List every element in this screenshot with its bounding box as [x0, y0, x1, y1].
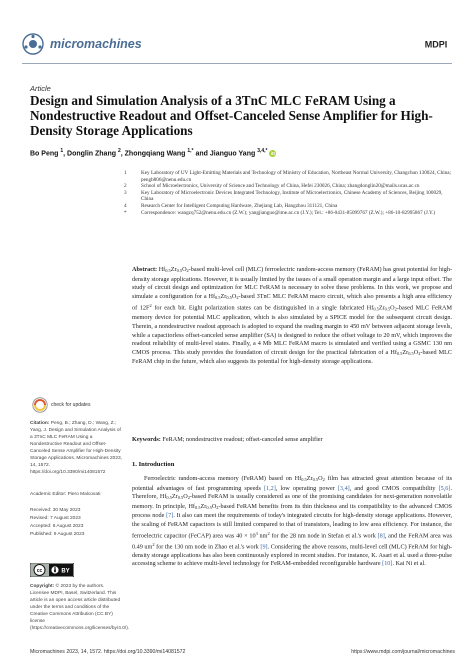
formula-sub: 0.5 [215, 294, 221, 300]
academic-editor [30, 491, 122, 498]
formula-sup: 3 [255, 530, 258, 536]
formula-hf: Hf [159, 493, 167, 501]
intro-text: -based FeRAM benefits from its thin thickness and its compatibility to the advanced CMOS process node [132, 502, 453, 520]
author-name[interactable]: Jianguo Yang [209, 150, 256, 158]
received-label: Received: [30, 508, 52, 513]
introduction-paragraph [132, 475, 452, 569]
intro-text: Ferroelectric random-access memory (FeRAM) based on [144, 475, 292, 482]
citation-link[interactable]: [9] [260, 543, 268, 551]
affiliation-item [124, 190, 454, 203]
formula-o: O [231, 292, 237, 300]
keywords-text: FeRAM; nondestructive readout; offset-canceled sense amplifier [162, 436, 323, 443]
formula-o: O [182, 266, 187, 273]
author-name[interactable]: Bo Peng [30, 150, 59, 158]
formula-sub: 0.5 [373, 306, 379, 312]
affiliation-mark: 4 [124, 202, 127, 209]
accepted-label: Accepted: [30, 524, 52, 529]
orcid-icon[interactable]: iD [270, 150, 276, 156]
formula-sub: 0.5 [194, 504, 201, 510]
formula-sub: 2 [394, 306, 397, 312]
article-type: Article [30, 84, 51, 93]
citation-link[interactable]: [8] [377, 532, 385, 540]
formula-zr: Zr [378, 304, 385, 312]
abstract-text-4: -based MLC FeRAM memory device for potential MLC application, which is also simulated by a SPICE model for the subsequent circuit design. Therein, a nondestructive readout approach is adopted to expand the reading margin to 450 mV between adjacent storage levels, while a capacitorless offset-canceled sense amplifier (SA) is designed to reduce the offset voltage to 20 mV, which improves the readout reliability of multi-level states. Finally, a 4 Mb MLC FeRAM macro is simulated and verified using a GSMC 130 nm CMOS process. This study provides the foundation of circuit design for the practical fabrication of a [132, 304, 453, 356]
formula-sub: 2 [216, 504, 219, 510]
author-list: Bo Peng $^1$, Donglin Zhang $^2$, Zhongqiang Wang $^{1,*}$ and Jianguo Yang $^{3,4,*}$ iD [30, 148, 276, 158]
abstract-text-5: -based MLC FeRAM chip in the future, which also suggests its potential for high-density storage applications. [132, 348, 453, 366]
formula-sup: 2 [267, 530, 270, 536]
intro-text: , low operating power [275, 484, 335, 492]
keywords [132, 436, 452, 443]
journal-logo-icon [22, 33, 44, 55]
citation-link[interactable]: [7] [166, 512, 174, 520]
intro-text: for the 28 nm node in Stefan et al.'s work [269, 532, 376, 540]
formula-sub: 0.5 [384, 306, 391, 312]
formula-o: O [183, 493, 188, 501]
affiliation-text: Key Laboratory of UV Light-Emitting Materials and Technology of Ministry of Education, Northeast Normal University, Changchun 130024, China; pengb806@nenu.edu.cn [141, 170, 452, 183]
affiliation-text: School of Microelectronics, University of Science and Technology of China, Hefei 230026, China; zhangdonglin20@mails.ucas.ac.cn [141, 183, 420, 190]
intro-text: . It also can meet the requirements of today's integrated circuits for high-density storage applications. However, the scaling of FeRAM capacitors is still limited compared to that of transistors, leading to low area efficiency. For instance, the ferroelectric capacitor (FeCAP) area was 40 × 10 [132, 512, 452, 540]
formula-sub: 0.5 [206, 504, 212, 510]
formula-sup: 2 [152, 541, 155, 547]
citation-label: Citation: [30, 421, 50, 426]
formula-hf: Hf [294, 475, 302, 482]
formula-sub: 0.5 [396, 350, 403, 356]
journal-name[interactable]: micromachines [50, 37, 142, 51]
formula-zr: Zr [306, 475, 313, 482]
formula-sub: 0.5 [408, 350, 414, 356]
formula-hf: Hf [208, 292, 216, 300]
mdpi-logo-text: MDPI [424, 39, 448, 50]
intro-text: for the 130 nm node in Zhao et al.'s work [154, 543, 259, 551]
check-updates-icon [32, 397, 48, 413]
copyright-text: © 2023 by the authors. Licensee MDPI, Basel, Switzerland. This article is an open access article distributed under the terms and conditions of the Creative Commons Attribution (CC BY) license (https://creativecommons.org/licenses/by/4.0/). [30, 584, 130, 631]
citation-link[interactable]: [10] [382, 560, 393, 568]
abstract-label: Abstract: [132, 266, 158, 273]
author-sup: 1 [60, 148, 64, 154]
accepted-date [30, 523, 122, 530]
formula-sub: 2 [187, 495, 190, 501]
formula-hf: Hf [366, 304, 374, 312]
intro-text: , and good CMOS compatibility [349, 484, 436, 492]
check-updates-label: check for updates [51, 402, 91, 408]
published-label: Published: [30, 532, 53, 537]
affiliation-text: Research Center for Intelligent Computing Hardware, Zhejiang Lab, Hangzhou 311121, China [141, 202, 338, 209]
published-value: 9 August 2023 [53, 532, 85, 537]
citation-link[interactable]: [5,6] [438, 484, 451, 492]
received-date [30, 507, 122, 514]
intro-text: . Considering the above reasons, multi-level cell (MLC) FeRAM for high-density storage applications has also been continuously explored in recent studies. For instance, K. Asari et al. used a three-pulse accessing scheme to achieve multi-level technology for FeRAM-embedded reconfigurable hardware [132, 543, 453, 568]
header-rule [22, 63, 452, 64]
section-title: 1. Introduction [132, 461, 175, 468]
formula-zr: Zr [402, 348, 409, 356]
abstract: Abstract: $Hf_{0.5}Zr_{0.5}O_2$-based multi-level cell (MLC) ferroelectric random-access memory (FeRAM) has great potential for high-density storage applications. However, it is usually limited by the issues of a small operation margin and a large input offset. The study of circuit design and optimization for MLC FeRAM is necessary to solve these problems. In this work, we propose and simulate a configuration for a $Hf_{0.5}Zr_{0.5}O_2$-based 3TnC MLC FeRAM macro circuit, which also presents a high area efficiency of $12F^2$ for each bit. Eight polarization states can be distinguished in a single fabricated $Hf_{0.5}Zr_{0.5}O_2$-based MLC FeRAM memory device for potential MLC application, which is also simulated by a SPICE model for the subsequent circuit design. Therein, a nondestructive readout approach is adopted to expand the reading margin to 450 mV between adjacent storage levels, while a capacitorless offset-canceled sense amplifier (SA) is designed to reduce the offset voltage to 20 mV, which improves the readout reliability of multi-level states. Finally, a 4 Mb MLC FeRAM macro is simulated and verified using a GSMC 130 nm CMOS process. This study provides the foundation of circuit design for the practical fabrication of a $Hf_{0.5}Zr_{0.5}O_2$-based MLC FeRAM chip in the future, which also suggests its potential for high-density storage applications. [132, 266, 453, 366]
author-sup: 1,* [187, 148, 194, 154]
cc-by-license-icon[interactable] [30, 563, 74, 577]
affiliation-mark: 1 [124, 170, 127, 176]
affiliation-mark: * [124, 209, 127, 216]
formula-o: O [413, 348, 419, 356]
formula-zr: Zr [171, 493, 178, 501]
formula-zr: Zr [170, 266, 177, 273]
formula-hf: Hf [188, 502, 195, 510]
copyright-block [30, 583, 130, 632]
citation-text[interactable]: Peng, B.; Zhang, D.; Wang, Z.; Yang, J. Design and Simulation Analysis of a 3TnC MLC FeRAM Using a Nondestructive Readout and Offset-Canceled Sense Amplifier for High-Density Storage Applications. Micromachines 2023, 14, 1572. https://doi.org/10.3390/mi14081572 [30, 421, 122, 475]
published-date [30, 531, 122, 538]
author-name[interactable]: Zhongqiang Wang [124, 150, 186, 158]
article-title: Design and Simulation Analysis of a 3TnC MLC FeRAM Using a Nondestructive Readout and Offset-Canceled Sense Amplifier for High-Density Storage Applications [30, 93, 433, 138]
affiliation-item [124, 210, 454, 217]
formula-zr: Zr [220, 292, 227, 300]
formula-o: O [390, 304, 395, 312]
author-sup: 2 [117, 148, 121, 154]
svg-text:cc: cc [36, 568, 43, 574]
formula-hf: Hf [158, 266, 166, 273]
page-footer [30, 649, 455, 655]
intro-text: . Therefore, [132, 484, 452, 501]
journal-header [22, 33, 452, 55]
affiliation-item [124, 183, 454, 190]
editor-label: Academic Editor: [30, 492, 67, 497]
formula-o: O [318, 475, 323, 482]
abstract-text: based multi-level cell (MLC) ferroelectric random-access memory (FeRAM) has great potential for high-density storage applications. However, it is usually limited by the issues of a small operation margin and a large input offset. The study of circuit design and optimization for MLC FeRAM is necessary to solve these problems. In this work, we propose and simulate a configuration for a [132, 266, 453, 300]
formula-sub: 2 [322, 477, 325, 482]
intro-text: film has attracted great attention because of its potential advantages of fast programming speeds [132, 475, 452, 492]
footer-citation[interactable]: Micromachines 2023, 14, 1572. https://doi.org/10.3390/mi14081572 [30, 649, 186, 655]
affiliation-item [124, 203, 454, 210]
received-value: 30 May 2023 [52, 508, 81, 513]
author-sup: 3,4,* [257, 148, 268, 154]
intro-text: -based FeRAM is usually considered as one of the promising candidates for next-generation nonvolatile memory. In principle, [132, 493, 452, 510]
affiliation-mark: 2 [124, 183, 127, 190]
formula-hf: Hf [390, 348, 397, 356]
formula-sub: 0.5 [166, 495, 172, 501]
abstract-text-3: for each bit. Eight polarization states can be distinguished in a single fabricated [151, 304, 365, 312]
author-name[interactable]: Donglin Zhang [67, 150, 117, 158]
citation-block [30, 420, 122, 476]
keywords-label: Keywords: [132, 436, 161, 443]
revised-label: Revised: [30, 516, 49, 521]
revised-value: 7 August 2023 [50, 516, 81, 521]
affiliation-text: Key Laboratory of Microelectronic Devices Integrated Technology, Institute of Microelectronics, Chinese Academy of Sciences, Beijing 100029, China [141, 189, 443, 203]
intro-text: . Kai Ni et al. [392, 560, 426, 568]
formula-sub: 2 [418, 350, 421, 356]
citation-link[interactable]: [3,4] [337, 484, 350, 492]
affiliations [124, 170, 454, 216]
footer-journal-url[interactable]: https://www.mdpi.com/journal/micromachines [351, 649, 455, 655]
affiliation-text: Correspondence: wangzq752@nenu.edu.cn (Z.W.); yangjianguo@ime.ac.cn (J.Y.); Tel.: +86-0431-85099767 (Z.W.); +86-10-82995867 (J.Y.) [141, 209, 436, 216]
formula-o: O [211, 502, 217, 510]
affiliation-mark: 3 [124, 189, 127, 196]
svg-text:BY: BY [61, 568, 70, 575]
revised-date [30, 515, 122, 522]
formula-sub: 2 [236, 294, 239, 300]
check-for-updates[interactable] [32, 397, 90, 413]
citation-link[interactable]: [1,2] [263, 484, 276, 492]
formula-sup: 2 [149, 303, 152, 309]
formula-sub: 0.5 [312, 477, 319, 482]
formula-sub: 0.5 [165, 268, 171, 273]
editor-name: Piero Malcovati [67, 492, 101, 497]
abstract-text-2: -based 3TnC MLC FeRAM macro circuit, which also presents a high area efficiency of 12F [132, 292, 453, 312]
intro-text: , and the FeRAM area was 0.49 um [132, 532, 453, 551]
formula-sub: 0.5 [226, 294, 232, 300]
formula-zr: Zr [200, 502, 207, 510]
affiliation-item [124, 170, 454, 183]
formula-sub: 0.5 [176, 268, 183, 273]
mdpi-logo-icon[interactable] [420, 36, 452, 52]
copyright-label: Copyright: [30, 584, 55, 589]
formula-sub: 2 [186, 268, 189, 273]
accepted-value: 8 August 2023 [52, 524, 84, 529]
formula-sub: 0.5 [177, 495, 184, 501]
intro-text: nm [257, 532, 268, 540]
formula-sub: 0.5 [301, 477, 307, 482]
